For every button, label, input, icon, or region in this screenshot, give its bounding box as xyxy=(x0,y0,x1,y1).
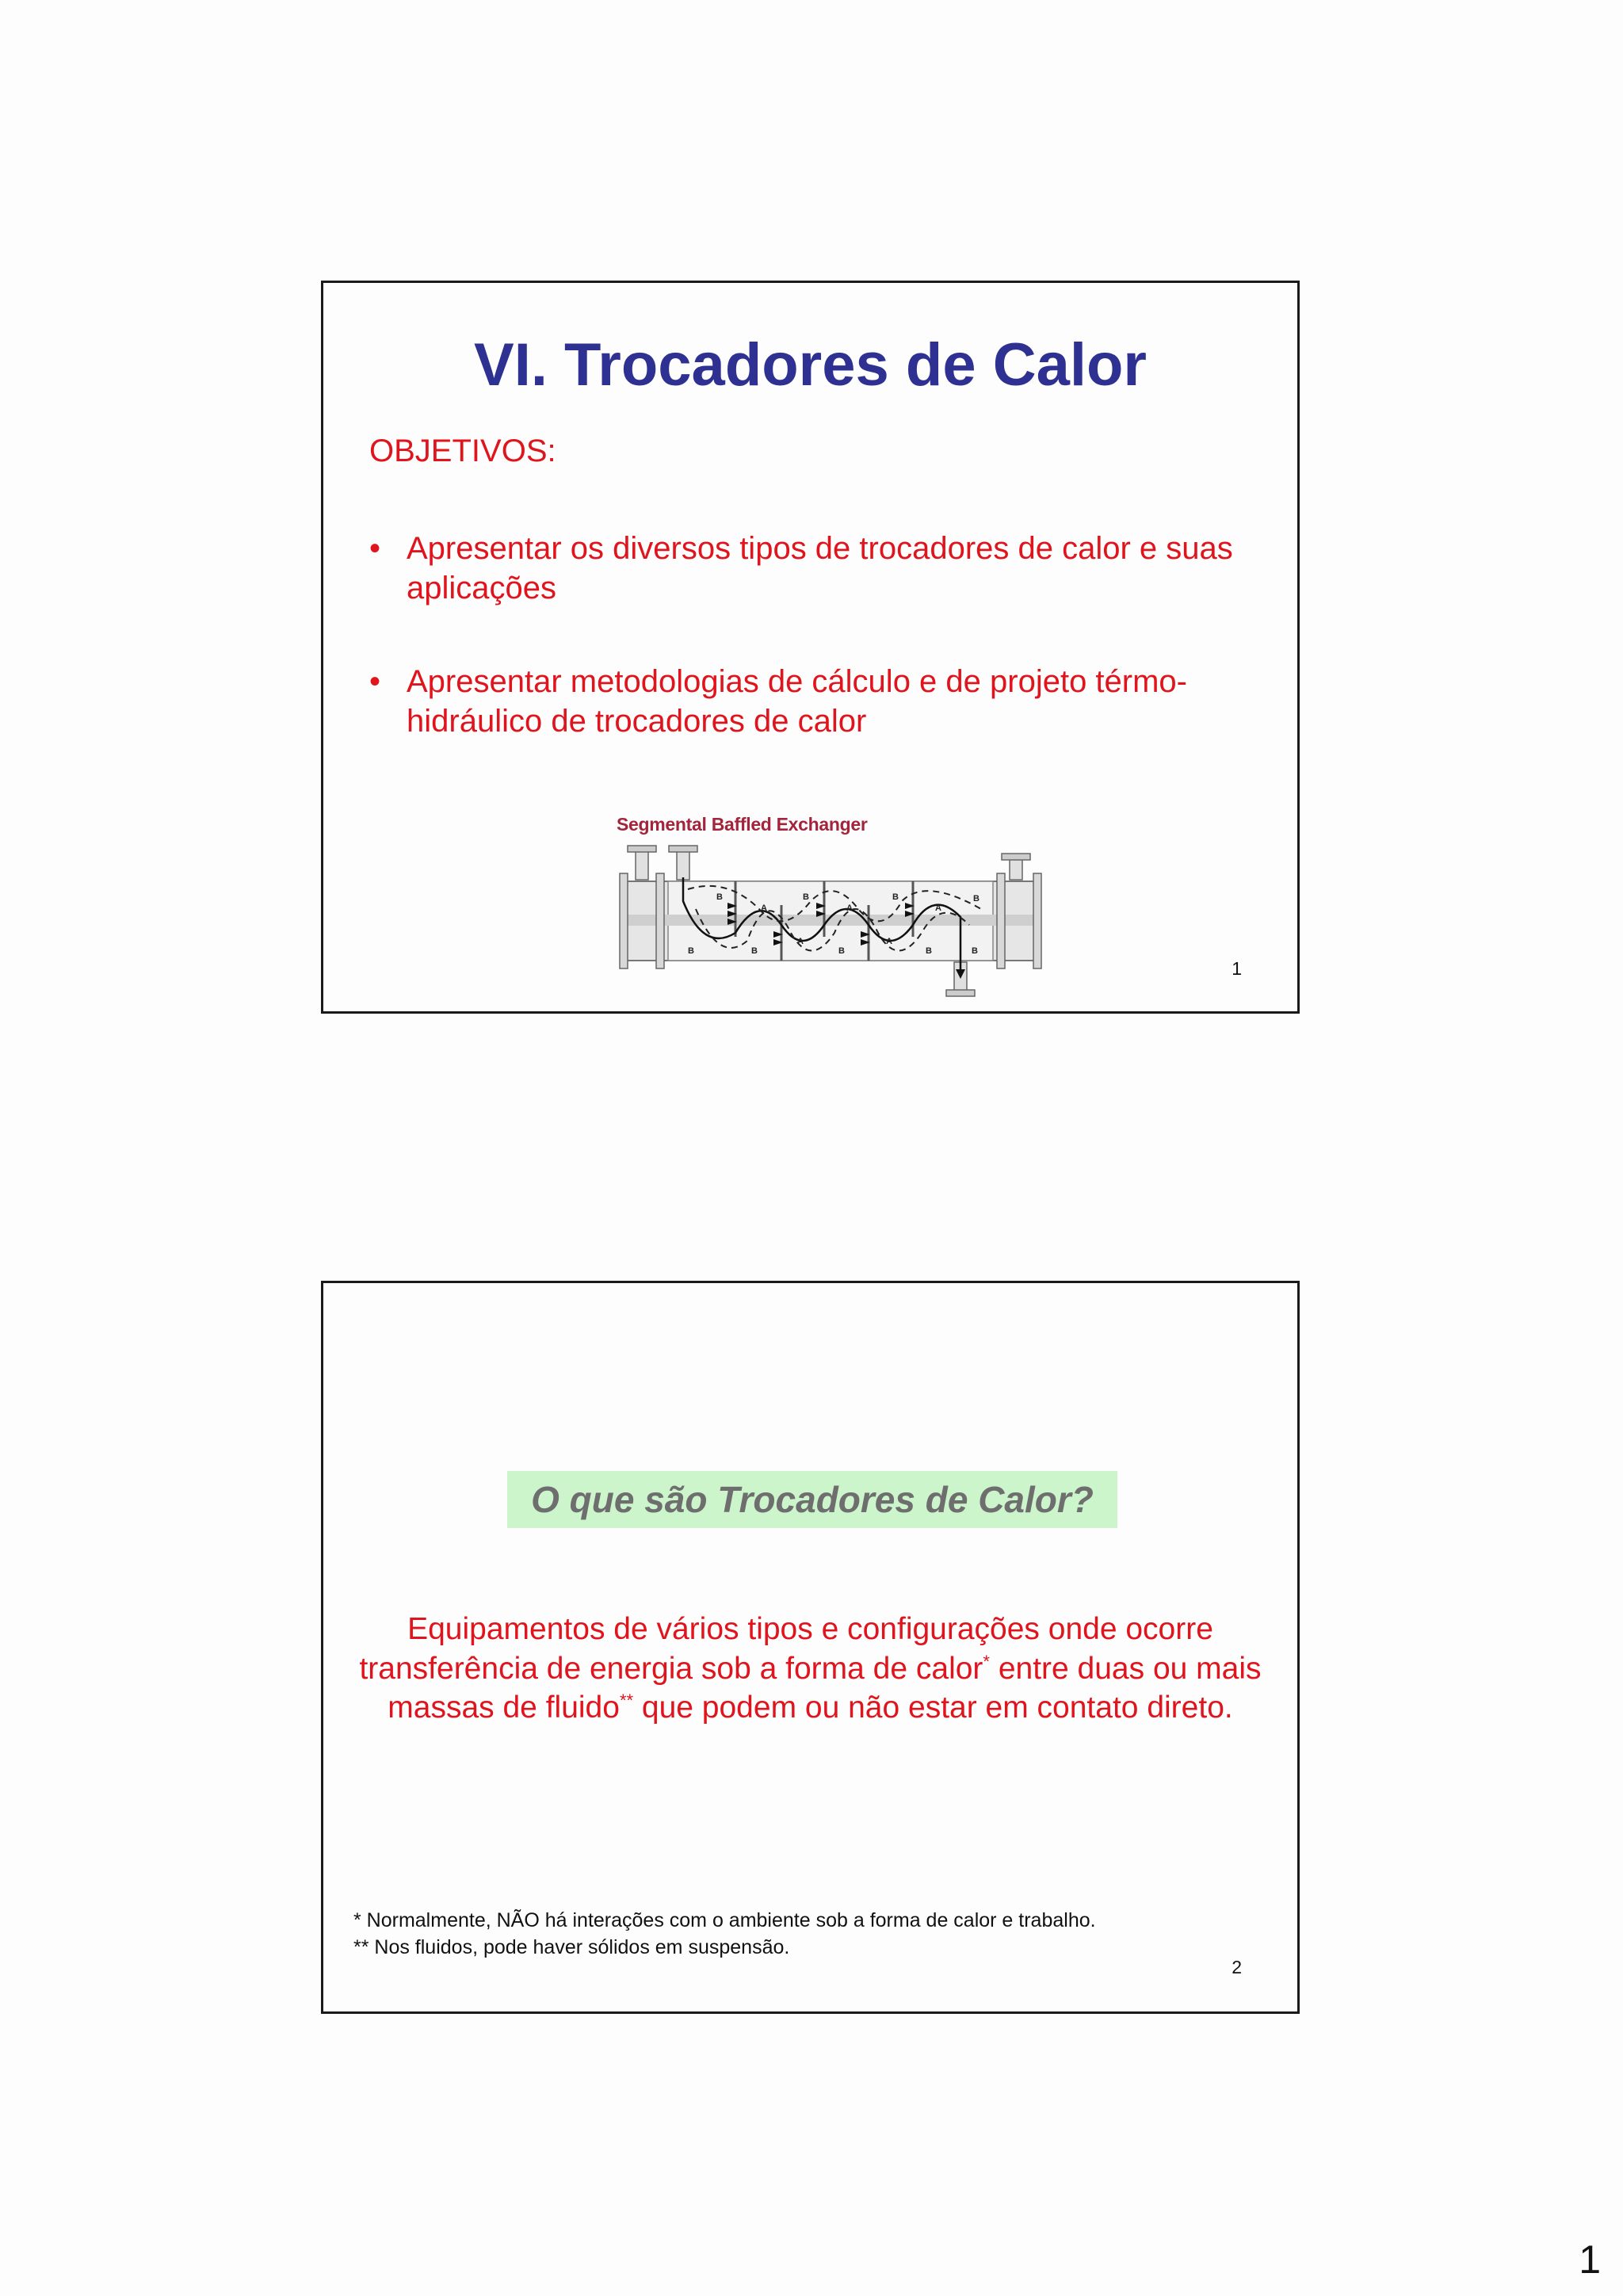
objective-text: Apresentar os diversos tipos de trocadores de calor e suas aplicações xyxy=(407,531,1233,606)
footnote-marker: * xyxy=(983,1651,990,1671)
footnotes xyxy=(353,1907,1096,1961)
footnote: * Normalmente, NÃO há interações com o ambiente sob a forma de calor e trabalho. xyxy=(353,1909,1096,1931)
flow-label-b: B xyxy=(803,892,809,902)
definition-part: Equipamentos de vários tipos e configurações onde ocorre transferência de energia sob a forma de calor xyxy=(359,1612,1213,1686)
flow-label-a: A xyxy=(797,937,804,946)
flow-label-b: B xyxy=(973,894,980,904)
flow-label-b: B xyxy=(716,892,723,902)
document-page-number: 1 xyxy=(1579,2237,1601,2282)
flow-label-b: B xyxy=(751,946,758,956)
flow-label-a: A xyxy=(886,937,892,946)
objective-text: Apresentar metodologias de cálculo e de projeto térmo-hidráulico de trocadores de calor xyxy=(407,664,1187,739)
slide-page-number: 2 xyxy=(1232,1957,1242,1977)
footnote: ** Nos fluidos, pode haver sólidos em suspensão. xyxy=(353,1936,790,1958)
slide-title: VI. Trocadores de Calor xyxy=(474,331,1147,399)
flow-label-b: B xyxy=(972,946,978,956)
flow-label-a: A xyxy=(935,904,941,913)
objective-item xyxy=(369,529,1257,608)
bullet-marker: • xyxy=(369,664,381,699)
question-heading: O que são Trocadores de Calor? xyxy=(507,1471,1117,1528)
bullet-marker: • xyxy=(369,531,381,566)
footnote-marker: ** xyxy=(619,1690,634,1710)
flow-label-b: B xyxy=(688,946,694,956)
slide-2 xyxy=(321,1281,1300,2014)
slide-page-number: 1 xyxy=(1232,958,1242,979)
flow-label-a: A xyxy=(846,904,853,913)
flow-label-b: B xyxy=(892,892,899,902)
figure-caption: Segmental Baffled Exchanger xyxy=(617,814,868,835)
definition-part: entre duas ou mais massas de fluido xyxy=(388,1651,1262,1725)
segmental-baffled-exchanger-diagram xyxy=(609,814,1052,1004)
flow-label-a: A xyxy=(761,904,767,913)
flow-label-b: B xyxy=(838,946,845,956)
flow-label-b: B xyxy=(926,946,932,956)
heat-exchanger-figure xyxy=(609,814,1052,1004)
slide-1 xyxy=(321,281,1300,1014)
objective-item xyxy=(369,662,1257,741)
objectives-list xyxy=(369,529,1257,795)
definition-part: que podem ou não estar em contato direto. xyxy=(633,1690,1233,1725)
definition-text xyxy=(355,1610,1266,1728)
objetivos-label: OBJETIVOS: xyxy=(369,434,556,468)
